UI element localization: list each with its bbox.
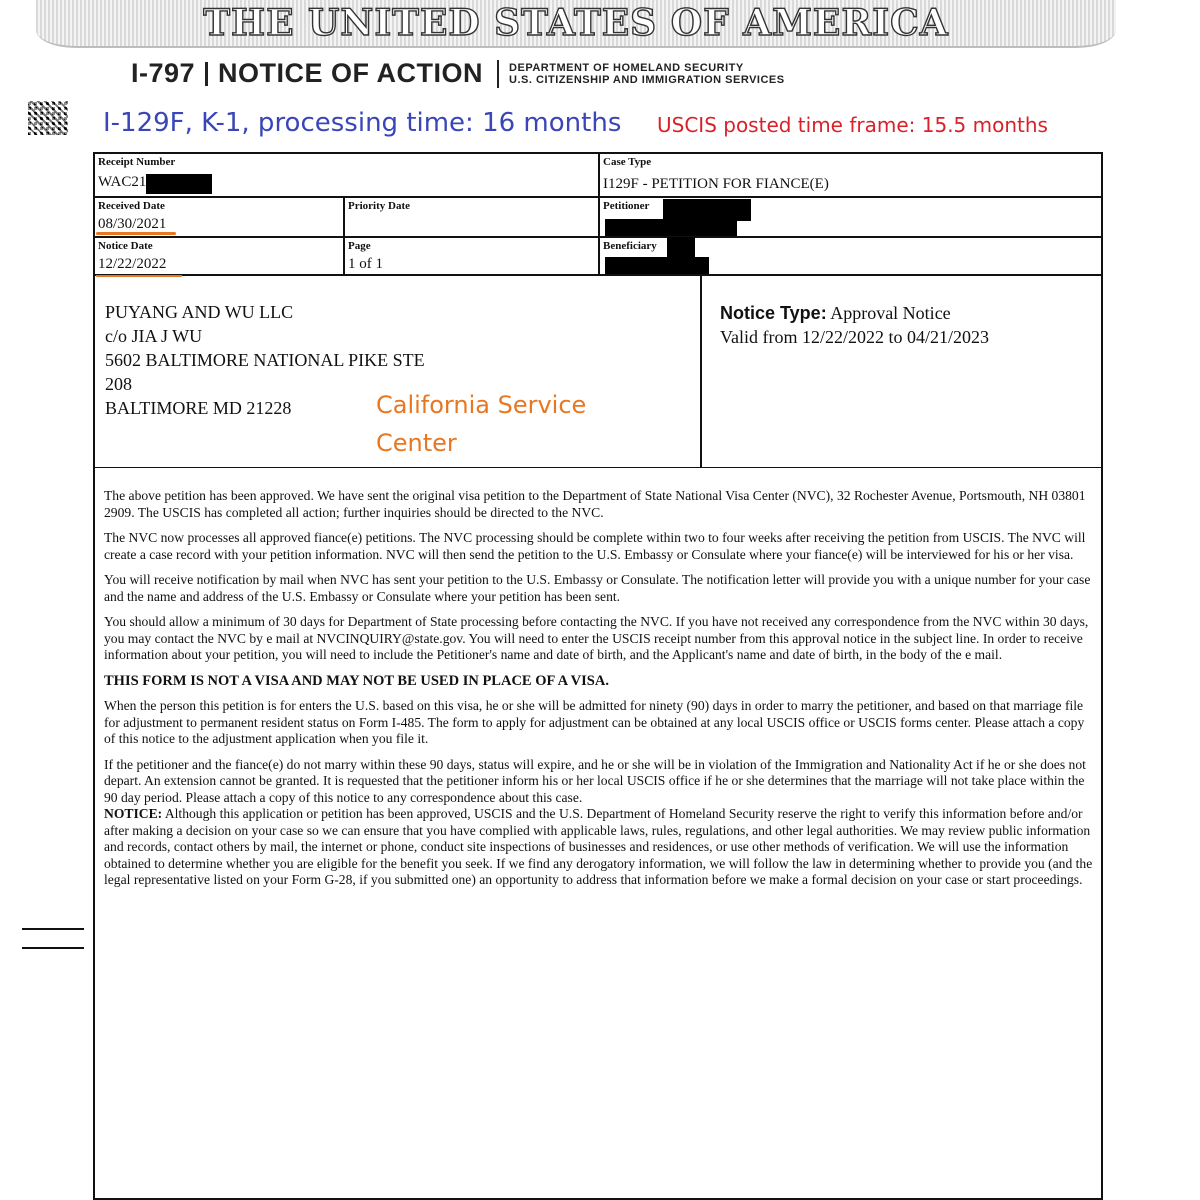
notice-date-cell xyxy=(93,236,345,276)
form-number: I-797 xyxy=(131,58,196,88)
receipt-number-cell xyxy=(93,152,600,198)
petitioner-cell xyxy=(598,196,1103,238)
page-label: Page xyxy=(348,240,371,252)
body-paragraph: The above petition has been approved. We have sent the original visa petition to the Department of State National Visa Center (NVC), 32 Rochester Avenue, Portsmouth, NH 03801 2909. The USCIS has completed all action; further inquiries should be directed to the NVC. xyxy=(104,488,1086,520)
margin-mark xyxy=(22,947,84,949)
beneficiary-label: Beneficiary xyxy=(603,240,657,252)
page-value: 1 of 1 xyxy=(348,256,383,272)
dept-divider xyxy=(497,60,499,88)
notice-heading: NOTICE: xyxy=(104,806,163,821)
redaction-bar xyxy=(605,219,737,237)
beneficiary-cell xyxy=(598,236,1103,276)
posted-time-annotation: USCIS posted time frame: 15.5 months xyxy=(657,113,1048,137)
validity-period: Valid from 12/22/2022 to 04/21/2023 xyxy=(720,327,989,347)
seal-banner xyxy=(36,0,1116,48)
body-paragraph: If the petitioner and the fiance(e) do not marry within these 90 days, status will expire, and he or she will be in violation of the Immigration and Nationality Act if he or she does not depart. An extension cannot be granted. It is requested that the petitioner inform his or her local USCIS office if he or she determines that the marriage will not take place within the 90 day period. Please attach a copy of this notice to any correspondence about this case. xyxy=(104,756,1086,805)
form-header xyxy=(131,58,785,89)
processing-time-annotation: I-129F, K-1, processing time: 16 months xyxy=(103,108,622,138)
margin-mark xyxy=(22,928,84,930)
redaction-bar xyxy=(667,237,695,257)
address-line: 5602 BALTIMORE NATIONAL PIKE STE xyxy=(105,350,425,370)
redaction-bar xyxy=(663,199,751,221)
case-type-label: Case Type xyxy=(603,156,652,168)
receipt-number-label: Receipt Number xyxy=(98,156,176,168)
notice-type-label: Notice Type: xyxy=(720,303,827,323)
barcode-texture xyxy=(28,101,68,135)
not-a-visa-warning: THIS FORM IS NOT A VISA AND MAY NOT BE USED IN PLACE OF A VISA. xyxy=(104,672,609,689)
case-type-cell xyxy=(598,152,1103,198)
notice-type-value: Approval Notice xyxy=(830,303,951,323)
address-line: PUYANG AND WU LLC xyxy=(105,302,294,322)
dept-line-1: DEPARTMENT OF HOMELAND SECURITY xyxy=(509,61,744,74)
address-line: 208 xyxy=(105,374,132,394)
notice-body xyxy=(104,488,1094,898)
dept-line-2: U.S. CITIZENSHIP AND IMMIGRATION SERVICES xyxy=(509,73,785,86)
body-paragraph: You should allow a minimum of 30 days for Department of State processing before contacting the NVC. If you have not received any correspondence from the NVC within 30 days, you may contact the NVC by e mail at NVCINQUIRY@state.gov. You will need to enter the USCIS receipt number from this approval notice in the subject line. In order to receive information about your petition, you will need to include the Petitioner's name and date of birth, and the Applicant's name and date of birth, in the body of the e mail. xyxy=(104,614,1089,662)
notice-date-label: Notice Date xyxy=(98,240,153,252)
address-line: c/o JIA J WU xyxy=(105,326,203,346)
banner-text: THE UNITED STATES OF AMERICA xyxy=(203,2,949,44)
notice-date-value: 12/22/2022 xyxy=(98,256,167,272)
petitioner-label: Petitioner xyxy=(603,200,650,212)
redaction-bar xyxy=(146,174,212,194)
department-block xyxy=(509,62,785,86)
received-date-value: 08/30/2021 xyxy=(98,216,167,232)
notice-paragraph: Although this application or petition has been approved, USCIS and the U.S. Department of Homeland Security reserve the right to verify this information before and/or after making a decision on your case so we can ensure that you have complied with applicable laws, rules, regulations, and other legal authorities. We may review public information and records, contact others by mail, the internet or phone, conduct site inspections of businesses and residences, or use other methods of verification. We will use the information obtained to determine whether you are eligible for the benefit you seek. If we find any derogatory information, we will follow the law in determining whether to provide you (and the legal representative listed on your Form G-28, if you submitted one) an opportunity to address that information before we make a formal decision on your case or start proceedings. xyxy=(104,806,1093,887)
form-title: NOTICE OF ACTION xyxy=(218,58,484,88)
received-date-label: Received Date xyxy=(98,200,165,212)
body-paragraph: You will receive notification by mail when NVC has sent your petition to the U.S. Embassy or Consulate. The notification letter will provide you with a unique number for your case and the name and address of the U.S. Embassy or Consulate where your petition has been sent. xyxy=(104,572,1091,604)
received-date-underline xyxy=(96,232,176,235)
receipt-number-value: WAC21 xyxy=(98,174,147,190)
address-line: BALTIMORE MD 21228 xyxy=(105,398,292,418)
priority-date-label: Priority Date xyxy=(348,200,410,212)
case-type-value: I129F - PETITION FOR FIANCE(E) xyxy=(603,176,829,192)
service-center-annotation: California Service Center xyxy=(376,391,587,457)
body-paragraph: The NVC now processes all approved fiance(e) petitions. The NVC processing should be complete within two to four weeks after receiving the petition from USCIS. The NVC will create a case record with your petition information. NVC will then send the petition to the U.S. Embassy or Consulate where your fiance(e) will be interviewed for his or her visa. xyxy=(104,530,1086,562)
page-cell xyxy=(343,236,600,276)
body-paragraph: When the person this petition is for enters the U.S. based on this visa, he or she will be admitted for ninety (90) days in order to marry the petitioner, and based on that marriage file for adjustment to permanent resident status on Form I-485. The form to apply for adjustment can be obtained at any local USCIS office or USCIS forms center. Please attach a copy of this notice to the adjustment application when you file it. xyxy=(104,698,1085,746)
notice-type-block xyxy=(720,301,989,349)
redaction-bar xyxy=(605,257,709,275)
title-divider xyxy=(205,62,208,86)
priority-date-cell xyxy=(343,196,600,238)
